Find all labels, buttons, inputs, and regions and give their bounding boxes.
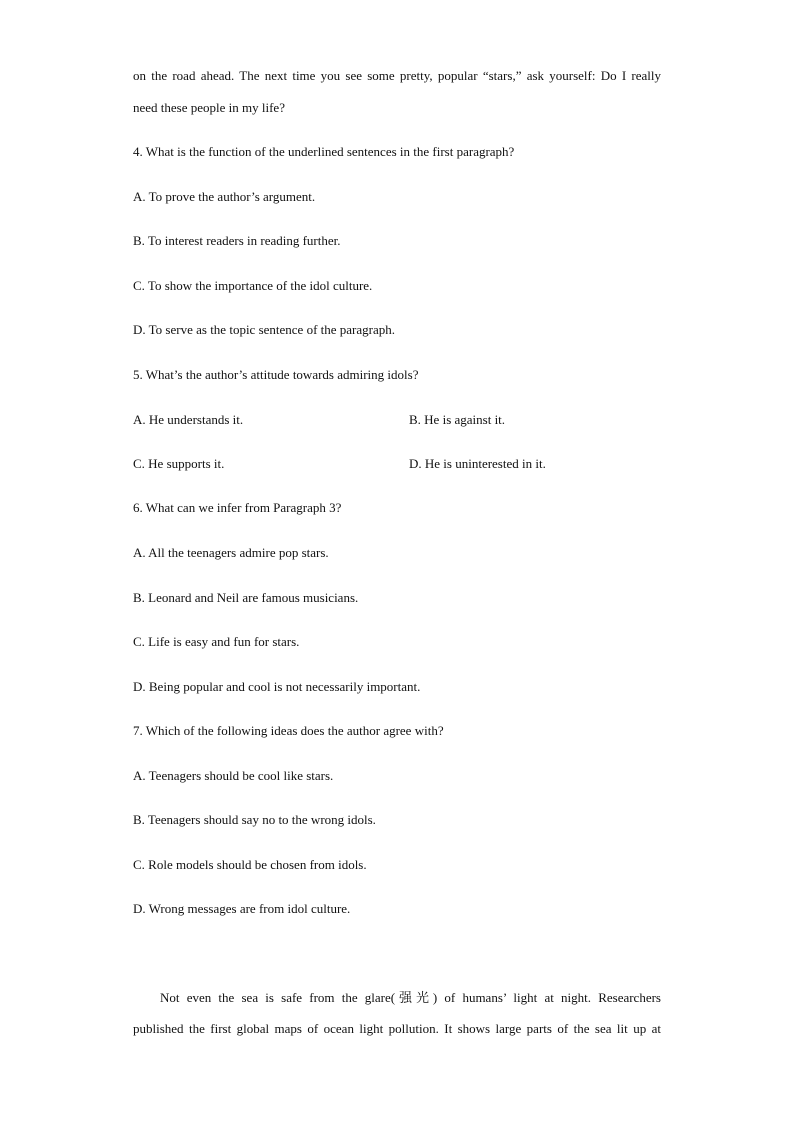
answer-option: A. To prove the author’s argument. — [133, 189, 316, 204]
answer-option: A. All the teenagers admire pop stars. — [133, 545, 329, 560]
question-stem: 5. What’s the author’s attitude towards admiring idols? — [133, 367, 419, 382]
question-stem: 4. What is the function of the underlined sentences in the first paragraph? — [133, 144, 515, 159]
answer-option: B. To interest readers in reading further. — [133, 233, 341, 248]
answer-option: B. Teenagers should say no to the wrong idols. — [133, 812, 376, 827]
answer-option: D. Wrong messages are from idol culture. — [133, 901, 351, 916]
answer-option: D. Being popular and cool is not necessarily important. — [133, 679, 421, 694]
answer-option: A. He understands it. — [133, 412, 244, 427]
passage-line: need these people in my life? — [133, 100, 285, 115]
answer-option: D. He is uninterested in it. — [409, 456, 546, 471]
question-stem: 7. Which of the following ideas does the author agree with? — [133, 723, 444, 738]
answer-option: C. Role models should be chosen from idols. — [133, 857, 367, 872]
answer-option: C. Life is easy and fun for stars. — [133, 634, 300, 649]
answer-option: B. He is against it. — [409, 412, 506, 427]
answer-option: C. To show the importance of the idol culture. — [133, 278, 373, 293]
passage-line: on the road ahead. The next time you see some pretty, popular “stars,” ask yourself: Do I really — [133, 68, 661, 83]
passage-line: published the first global maps of ocean light pollution. It shows large parts of the sea lit up at — [133, 1021, 661, 1036]
answer-option: C. He supports it. — [133, 456, 225, 471]
answer-option: D. To serve as the topic sentence of the paragraph. — [133, 322, 395, 337]
answer-option: A. Teenagers should be cool like stars. — [133, 768, 334, 783]
question-stem: 6. What can we infer from Paragraph 3? — [133, 500, 342, 515]
passage-line: Not even the sea is safe from the glare(强光) of humans’ light at night. Researchers — [160, 990, 661, 1005]
answer-option: B. Leonard and Neil are famous musicians. — [133, 590, 359, 605]
